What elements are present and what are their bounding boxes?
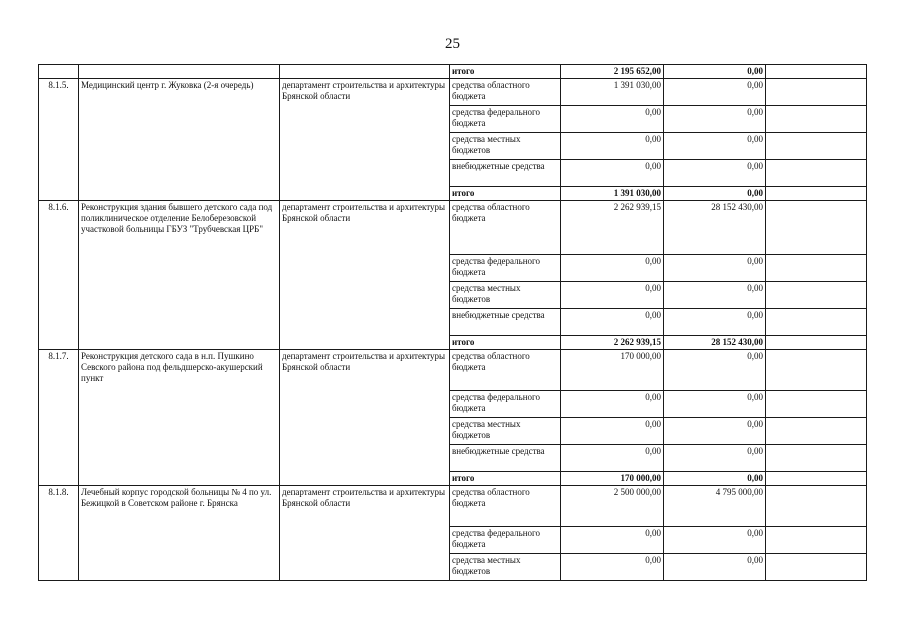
funding-value-1: 0,00 — [561, 106, 664, 133]
total-value-2: 28 152 430,00 — [664, 336, 766, 350]
funding-source-label: средства областного бюджета — [450, 201, 561, 255]
project-number: 8.1.7. — [39, 350, 79, 486]
budget-table — [38, 64, 867, 581]
total-label: итого — [450, 65, 561, 79]
funding-value-1: 0,00 — [561, 160, 664, 187]
empty-cell — [766, 106, 867, 133]
project-name: Медицинский центр г. Жуковка (2-я очередь) — [79, 79, 280, 201]
funding-value-1: 0,00 — [561, 391, 664, 418]
empty-cell — [766, 309, 867, 336]
top-total-row — [39, 65, 867, 79]
funding-source-label: средства федерального бюджета — [450, 391, 561, 418]
funding-value-1: 2 500 000,00 — [561, 486, 664, 527]
project-executor: департамент строительства и архитектуры Брянской области — [280, 350, 450, 486]
funding-value-1: 2 262 939,15 — [561, 201, 664, 255]
empty-cell — [766, 527, 867, 554]
project-name: Лечебный корпус городской больницы № 4 по ул. Бежицкой в Советском районе г. Брянска — [79, 486, 280, 581]
funding-value-1: 0,00 — [561, 527, 664, 554]
funding-value-2: 0,00 — [664, 79, 766, 106]
empty-cell — [766, 282, 867, 309]
total-other-value: 0,00 — [664, 65, 766, 79]
project-executor: департамент строительства и архитектуры Брянской области — [280, 79, 450, 201]
funding-source-label: внебюджетные средства — [450, 160, 561, 187]
empty-cell — [766, 201, 867, 255]
funding-source-label: внебюджетные средства — [450, 445, 561, 472]
total-value-2: 0,00 — [664, 472, 766, 486]
project-number: 8.1.6. — [39, 201, 79, 350]
funding-source-label: средства местных бюджетов — [450, 554, 561, 581]
funding-value-1: 0,00 — [561, 445, 664, 472]
empty-cell — [766, 255, 867, 282]
empty-cell — [766, 187, 867, 201]
funding-source-label: средства местных бюджетов — [450, 418, 561, 445]
funding-value-2: 0,00 — [664, 418, 766, 445]
empty-cell — [766, 486, 867, 527]
funding-value-1: 170 000,00 — [561, 350, 664, 391]
empty-cell — [766, 418, 867, 445]
project-executor: департамент строительства и архитектуры Брянской области — [280, 201, 450, 350]
empty-cell — [766, 391, 867, 418]
empty-cell — [766, 65, 867, 79]
empty-cell — [766, 350, 867, 391]
total-value-1: 170 000,00 — [561, 472, 664, 486]
funding-source-label: средства областного бюджета — [450, 350, 561, 391]
source-row — [39, 201, 867, 255]
funding-value-1: 1 391 030,00 — [561, 79, 664, 106]
funding-value-2: 0,00 — [664, 309, 766, 336]
funding-source-label: средства областного бюджета — [450, 79, 561, 106]
total-value-2: 0,00 — [664, 187, 766, 201]
project-name: Реконструкция здания бывшего детского сада под поликлиническое отделение Белоберезовской участковой больницы ГБУЗ "Трубчевская ЦРБ" — [79, 201, 280, 350]
total-value-1: 2 262 939,15 — [561, 336, 664, 350]
empty-cell — [39, 65, 79, 79]
total-label: итого — [450, 472, 561, 486]
empty-cell — [766, 445, 867, 472]
empty-cell — [766, 79, 867, 106]
total-value-1: 1 391 030,00 — [561, 187, 664, 201]
funding-value-2: 28 152 430,00 — [664, 201, 766, 255]
empty-cell — [280, 65, 450, 79]
funding-source-label: средства местных бюджетов — [450, 133, 561, 160]
funding-value-2: 0,00 — [664, 554, 766, 581]
funding-source-label: средства федерального бюджета — [450, 106, 561, 133]
empty-cell — [79, 65, 280, 79]
project-executor: департамент строительства и архитектуры Брянской области — [280, 486, 450, 581]
project-number: 8.1.5. — [39, 79, 79, 201]
total-regional-value: 2 195 652,00 — [561, 65, 664, 79]
funding-source-label: внебюджетные средства — [450, 309, 561, 336]
source-row — [39, 79, 867, 106]
funding-value-1: 0,00 — [561, 309, 664, 336]
funding-value-2: 0,00 — [664, 133, 766, 160]
funding-value-1: 0,00 — [561, 418, 664, 445]
empty-cell — [766, 336, 867, 350]
funding-source-label: средства федерального бюджета — [450, 255, 561, 282]
source-row — [39, 350, 867, 391]
funding-value-2: 0,00 — [664, 106, 766, 133]
funding-value-2: 0,00 — [664, 255, 766, 282]
project-number: 8.1.8. — [39, 486, 79, 581]
total-label: итого — [450, 187, 561, 201]
funding-value-2: 4 795 000,00 — [664, 486, 766, 527]
funding-source-label: средства федерального бюджета — [450, 527, 561, 554]
funding-value-2: 0,00 — [664, 445, 766, 472]
funding-value-2: 0,00 — [664, 350, 766, 391]
empty-cell — [766, 160, 867, 187]
funding-value-1: 0,00 — [561, 282, 664, 309]
funding-value-1: 0,00 — [561, 255, 664, 282]
empty-cell — [766, 133, 867, 160]
funding-value-1: 0,00 — [561, 133, 664, 160]
funding-value-2: 0,00 — [664, 282, 766, 309]
funding-value-2: 0,00 — [664, 391, 766, 418]
funding-value-1: 0,00 — [561, 554, 664, 581]
funding-value-2: 0,00 — [664, 160, 766, 187]
total-label: итого — [450, 336, 561, 350]
funding-value-2: 0,00 — [664, 527, 766, 554]
source-row — [39, 486, 867, 527]
empty-cell — [766, 554, 867, 581]
project-name: Реконструкция детского сада в н.п. Пушкино Севского района под фельдшерско-акушерский пункт — [79, 350, 280, 486]
empty-cell — [766, 472, 867, 486]
funding-source-label: средства областного бюджета — [450, 486, 561, 527]
funding-source-label: средства местных бюджетов — [450, 282, 561, 309]
page-number: 25 — [445, 36, 460, 52]
